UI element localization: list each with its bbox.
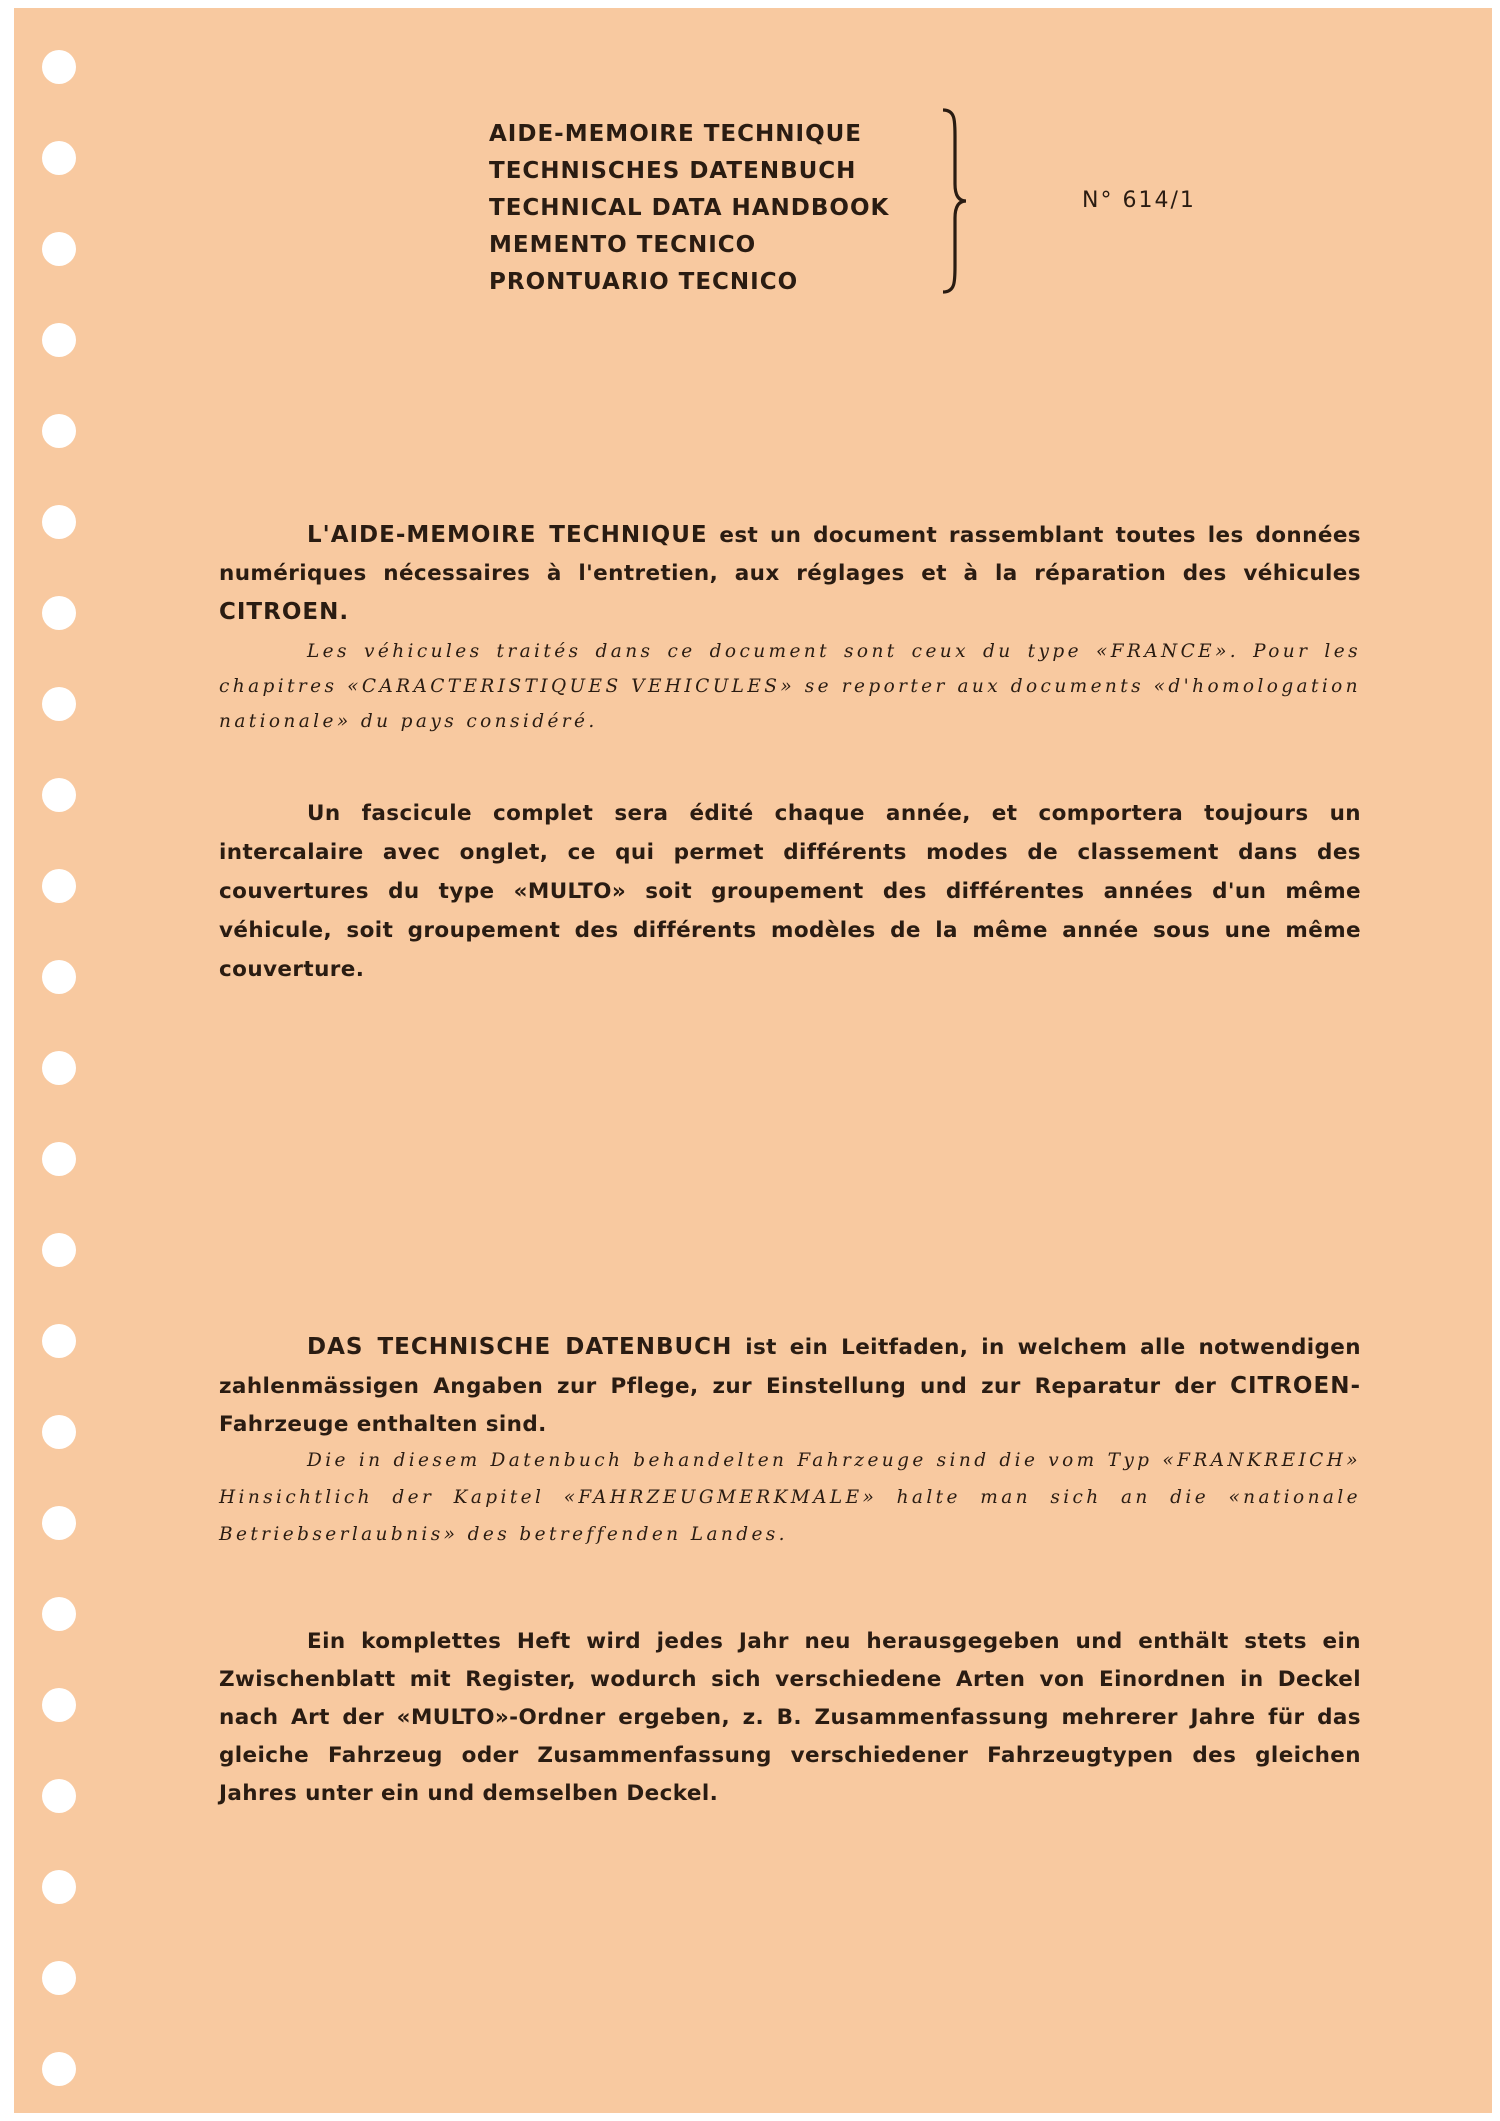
punch-hole bbox=[42, 414, 76, 448]
title-french: AIDE-MEMOIRE TECHNIQUE bbox=[489, 121, 863, 147]
german-intro-lead: DAS TECHNISCHE DATENBUCH bbox=[307, 1334, 733, 1360]
punch-hole bbox=[42, 1961, 76, 1995]
document-number: N° 614/1 bbox=[1082, 188, 1196, 213]
punch-hole bbox=[42, 323, 76, 357]
title-block bbox=[489, 116, 889, 301]
punch-hole bbox=[42, 1506, 76, 1540]
punch-hole bbox=[42, 1688, 76, 1722]
punch-hole bbox=[42, 1597, 76, 1631]
title-english: TECHNICAL DATA HANDBOOK bbox=[489, 195, 890, 221]
german-intro-brand: CITROEN- bbox=[1230, 1373, 1361, 1399]
punch-hole bbox=[42, 232, 76, 266]
punch-hole bbox=[42, 2052, 76, 2086]
punch-hole bbox=[42, 596, 76, 630]
punch-hole bbox=[42, 1870, 76, 1904]
punch-hole bbox=[42, 1233, 76, 1267]
punch-hole bbox=[42, 1415, 76, 1449]
punch-hole bbox=[42, 505, 76, 539]
punch-hole bbox=[42, 1142, 76, 1176]
french-intro-lead: L'AIDE-MEMOIRE TECHNIQUE bbox=[307, 522, 708, 548]
german-intro-paragraph bbox=[219, 1328, 1361, 1444]
punch-hole bbox=[42, 1051, 76, 1085]
title-german: TECHNISCHES DATENBUCH bbox=[489, 158, 857, 184]
document-page bbox=[14, 8, 1492, 2113]
german-intro-end: Fahrzeuge enthalten sind. bbox=[219, 1412, 547, 1437]
french-intro-paragraph bbox=[219, 516, 1361, 632]
title-spanish: PRONTUARIO TECNICO bbox=[489, 269, 799, 295]
title-italian: MEMENTO TECNICO bbox=[489, 232, 757, 258]
french-intro-brand: CITROEN. bbox=[219, 599, 350, 625]
punch-hole bbox=[42, 1324, 76, 1358]
punch-hole bbox=[42, 1779, 76, 1813]
punch-hole bbox=[42, 687, 76, 721]
punch-hole bbox=[42, 869, 76, 903]
punch-hole bbox=[42, 141, 76, 175]
punch-hole bbox=[42, 50, 76, 84]
punch-hole bbox=[42, 960, 76, 994]
french-edition-paragraph: Un fascicule complet sera édité chaque année, et comportera toujours un intercalaire avec onglet, ce qui permet différents modes de classement dans des couvertures du type «MULTO» soit groupement des différentes années d'un même véhicule, soit groupement des différents modèles de la même année sous une même couverture. bbox=[219, 801, 1361, 982]
german-note-paragraph: Die in diesem Datenbuch behandelten Fahrzeuge sind die vom Typ «FRANKREICH» Hinsichtlich der Kapitel «FAHRZEUGMERKMALE» halte man sich an die «nationale Betriebserlaubnis» des betreffenden Landes. bbox=[219, 1450, 1361, 1545]
german-intro-text: ist ein Leitfaden, in welchem alle notwendigen zahlenmässigen Angaben zur Pflege, zur Einstellung und zur Reparatur der bbox=[219, 1335, 1361, 1399]
french-note-paragraph: Les véhicules traités dans ce document sont ceux du type «FRANCE». Pour les chapitres «CARACTERISTIQUES VEHICULES» se reporter aux documents «d'homologation nationale» du pays considéré. bbox=[219, 641, 1361, 732]
closing-brace-icon bbox=[939, 106, 969, 296]
german-edition-paragraph: Ein komplettes Heft wird jedes Jahr neu herausgegeben und enthält stets ein Zwischenblatt mit Register, wodurch sich verschiedene Arten von Einordnen in Deckel nach Art der «MULTO»-Ordner ergeben, z. B. Zusammenfassung mehrerer Jahre für das gleiche Fahrzeug oder Zusammenfassung verschiedener Fahrzeugtypen des gleichen Jahres unter ein und demselben Deckel. bbox=[219, 1629, 1361, 1806]
punch-hole bbox=[42, 778, 76, 812]
french-intro-text: est un document rassemblant toutes les données numériques nécessaires à l'entretien, aux réglages et à la réparation des véhicules bbox=[219, 523, 1361, 586]
